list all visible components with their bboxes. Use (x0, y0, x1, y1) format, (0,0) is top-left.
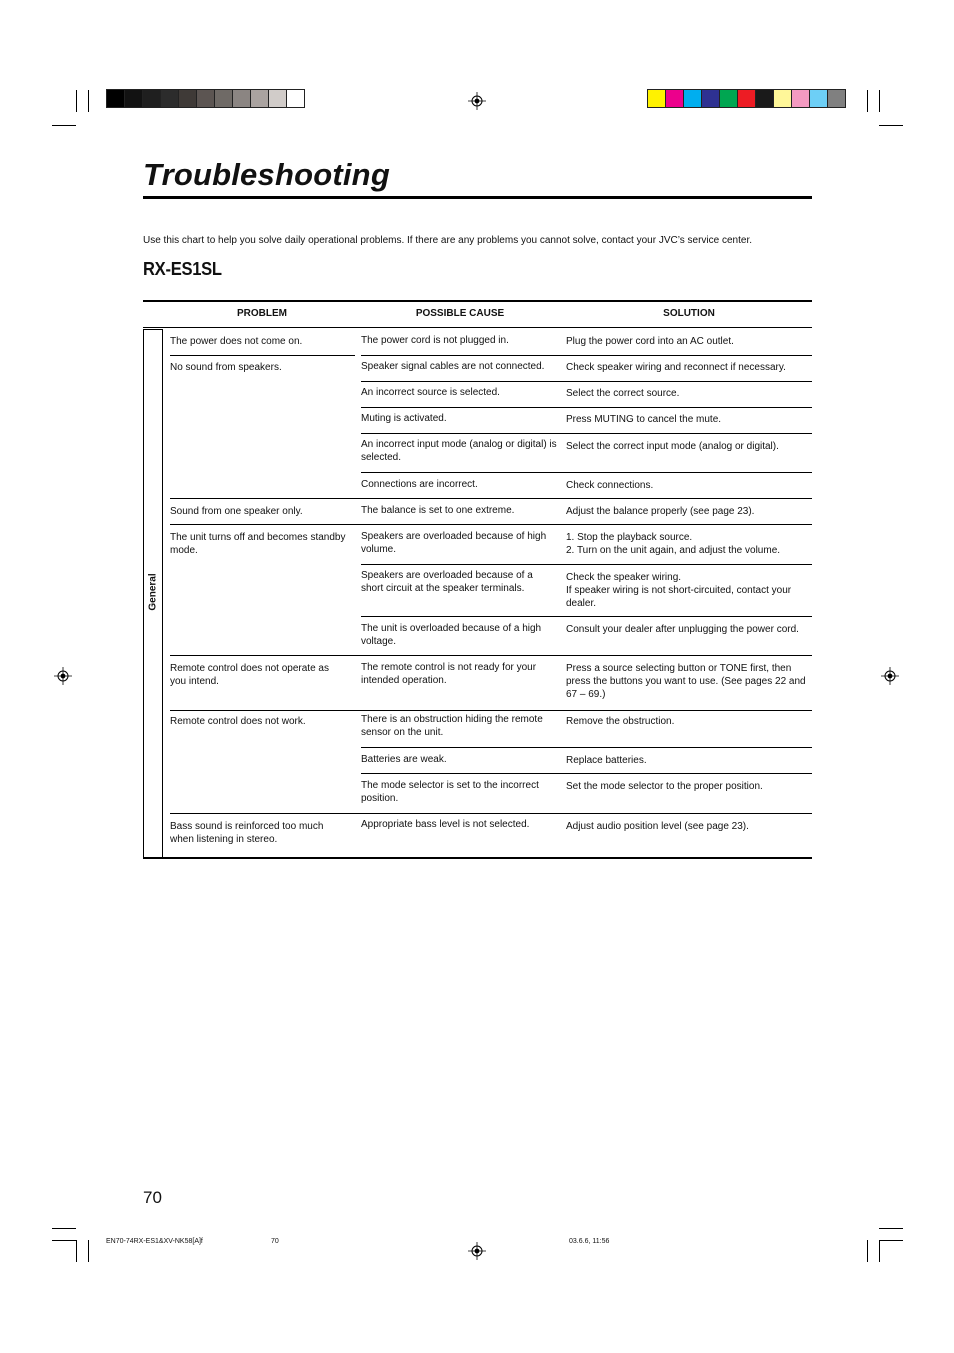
color-swatch (828, 90, 845, 107)
problem-cell: The power does not come on. (170, 336, 303, 347)
model-heading: RX-ES1SL (143, 259, 222, 279)
registration-mark-icon (468, 1242, 486, 1260)
problem-cell: The unit turns off and becomes standby mode. (170, 532, 346, 556)
cause-cell: Appropriate bass level is not selected. (361, 819, 530, 830)
solution-cell: Select the correct source. (566, 388, 680, 399)
color-swatch (107, 90, 125, 107)
header-possible-cause: POSSIBLE CAUSE (415, 308, 505, 319)
problem-cell: Remote control does not work. (170, 716, 306, 727)
footer-filename: EN70-74RX-ES1&XV-NK58[A]f (106, 1238, 203, 1245)
crop-mark (76, 1240, 77, 1262)
row-divider (170, 710, 812, 711)
cause-cell: Muting is activated. (361, 413, 447, 424)
color-swatch (251, 90, 269, 107)
color-swatch (125, 90, 143, 107)
row-divider (170, 355, 355, 356)
cause-cell: The power cord is not plugged in. (361, 335, 509, 346)
registration-mark-icon (468, 92, 486, 110)
color-swatch (810, 90, 828, 107)
row-divider (361, 564, 812, 565)
row-divider (170, 498, 812, 499)
color-swatch (684, 90, 702, 107)
color-calibration-bar (647, 89, 846, 108)
solution-cell: Press a source selecting button or TONE first, then press the buttons you want to use. (See pages 22 and 67 – 69.) (566, 663, 806, 700)
color-swatch (720, 90, 738, 107)
header-problem: PROBLEM (237, 308, 287, 319)
color-swatch (756, 90, 774, 107)
row-divider (361, 355, 812, 356)
footer-page: 70 (271, 1238, 279, 1245)
color-swatch (179, 90, 197, 107)
problem-cell: Sound from one speaker only. (170, 506, 303, 517)
cause-cell: The balance is set to one extreme. (361, 505, 515, 516)
row-divider (361, 472, 812, 473)
solution-cell: Set the mode selector to the proper position. (566, 781, 763, 792)
row-divider (170, 655, 812, 656)
cause-cell: There is an obstruction hiding the remote sensor on the unit. (361, 714, 543, 738)
crop-mark (867, 90, 868, 112)
crop-mark (88, 1240, 89, 1262)
cause-cell: Connections are incorrect. (361, 479, 478, 490)
cause-cell: An incorrect input mode (analog or digital) is selected. (361, 439, 557, 463)
row-divider (361, 616, 812, 617)
color-swatch (792, 90, 810, 107)
solution-cell: Remove the obstruction. (566, 716, 675, 727)
color-swatch (161, 90, 179, 107)
solution-cell: Plug the power cord into an AC outlet. (566, 336, 734, 347)
solution-cell: Consult your dealer after unplugging the power cord. (566, 624, 799, 635)
crop-mark (879, 125, 903, 126)
cause-cell: The mode selector is set to the incorrect position. (361, 780, 539, 804)
cause-cell: Batteries are weak. (361, 754, 447, 765)
row-divider (361, 747, 812, 748)
header-solution: SOLUTION (663, 308, 715, 319)
solution-cell: Check speaker wiring and reconnect if necessary. (566, 362, 786, 373)
row-divider (170, 524, 812, 525)
row-divider (361, 407, 812, 408)
footer-timestamp: 03.6.6, 11:56 (569, 1238, 610, 1245)
grayscale-calibration-bar (106, 89, 305, 108)
solution-cell: Replace batteries. (566, 755, 647, 766)
row-divider (361, 773, 812, 774)
row-divider (170, 813, 812, 814)
crop-mark (879, 1228, 903, 1229)
cause-cell: Speakers are overloaded because of a short circuit at the speaker terminals. (361, 570, 533, 594)
table-bottom-rule (143, 857, 812, 859)
cause-cell: The unit is overloaded because of a high voltage. (361, 623, 542, 647)
title-rule (143, 196, 812, 199)
crop-mark (879, 90, 880, 112)
cause-cell: Speakers are overloaded because of high volume. (361, 531, 547, 555)
color-swatch (702, 90, 720, 107)
solution-cell: Check connections. (566, 480, 654, 491)
solution-cell: Select the correct input mode (analog or digital). (566, 441, 779, 452)
color-swatch (287, 90, 304, 107)
crop-mark (879, 1240, 880, 1262)
table-top-rule (143, 300, 812, 302)
intro-text: Use this chart to help you solve daily operational problems. If there are any problems you cannot solve, contact your JVC’s service center. (143, 235, 753, 246)
row-divider (361, 381, 812, 382)
color-swatch (143, 90, 161, 107)
color-swatch (774, 90, 792, 107)
crop-mark (52, 1228, 76, 1229)
category-label: General (147, 573, 159, 611)
color-swatch (738, 90, 756, 107)
crop-mark (52, 125, 76, 126)
crop-mark (76, 90, 77, 112)
crop-mark (867, 1240, 868, 1262)
cause-cell: Speaker signal cables are not connected. (361, 361, 545, 372)
solution-cell: Check the speaker wiring. If speaker wiring is not short-circuited, contact your dealer. (566, 572, 792, 609)
problem-cell: No sound from speakers. (170, 362, 282, 373)
crop-mark (52, 1240, 76, 1241)
crop-mark (88, 90, 89, 112)
registration-mark-icon (881, 667, 899, 685)
crop-mark (879, 1240, 903, 1241)
solution-cell: 1. Stop the playback source. 2. Turn on the unit again, and adjust the volume. (566, 532, 781, 556)
color-swatch (269, 90, 287, 107)
color-swatch (233, 90, 251, 107)
color-swatch (666, 90, 684, 107)
cause-cell: An incorrect source is selected. (361, 387, 500, 398)
color-swatch (197, 90, 215, 107)
solution-cell: Adjust audio position level (see page 23). (566, 821, 749, 832)
solution-cell: Adjust the balance properly (see page 23). (566, 506, 755, 517)
problem-cell: Bass sound is reinforced too much when listening in stereo. (170, 821, 324, 845)
page-title: Troubleshooting (143, 157, 390, 192)
problem-cell: Remote control does not operate as you intend. (170, 663, 329, 687)
color-swatch (215, 90, 233, 107)
registration-mark-icon (54, 667, 72, 685)
row-divider (361, 433, 812, 434)
header-rule (143, 327, 812, 328)
color-swatch (648, 90, 666, 107)
solution-cell: Press MUTING to cancel the mute. (566, 414, 722, 425)
page-number: 70 (143, 1188, 162, 1207)
cause-cell: The remote control is not ready for your intended operation. (361, 662, 537, 686)
